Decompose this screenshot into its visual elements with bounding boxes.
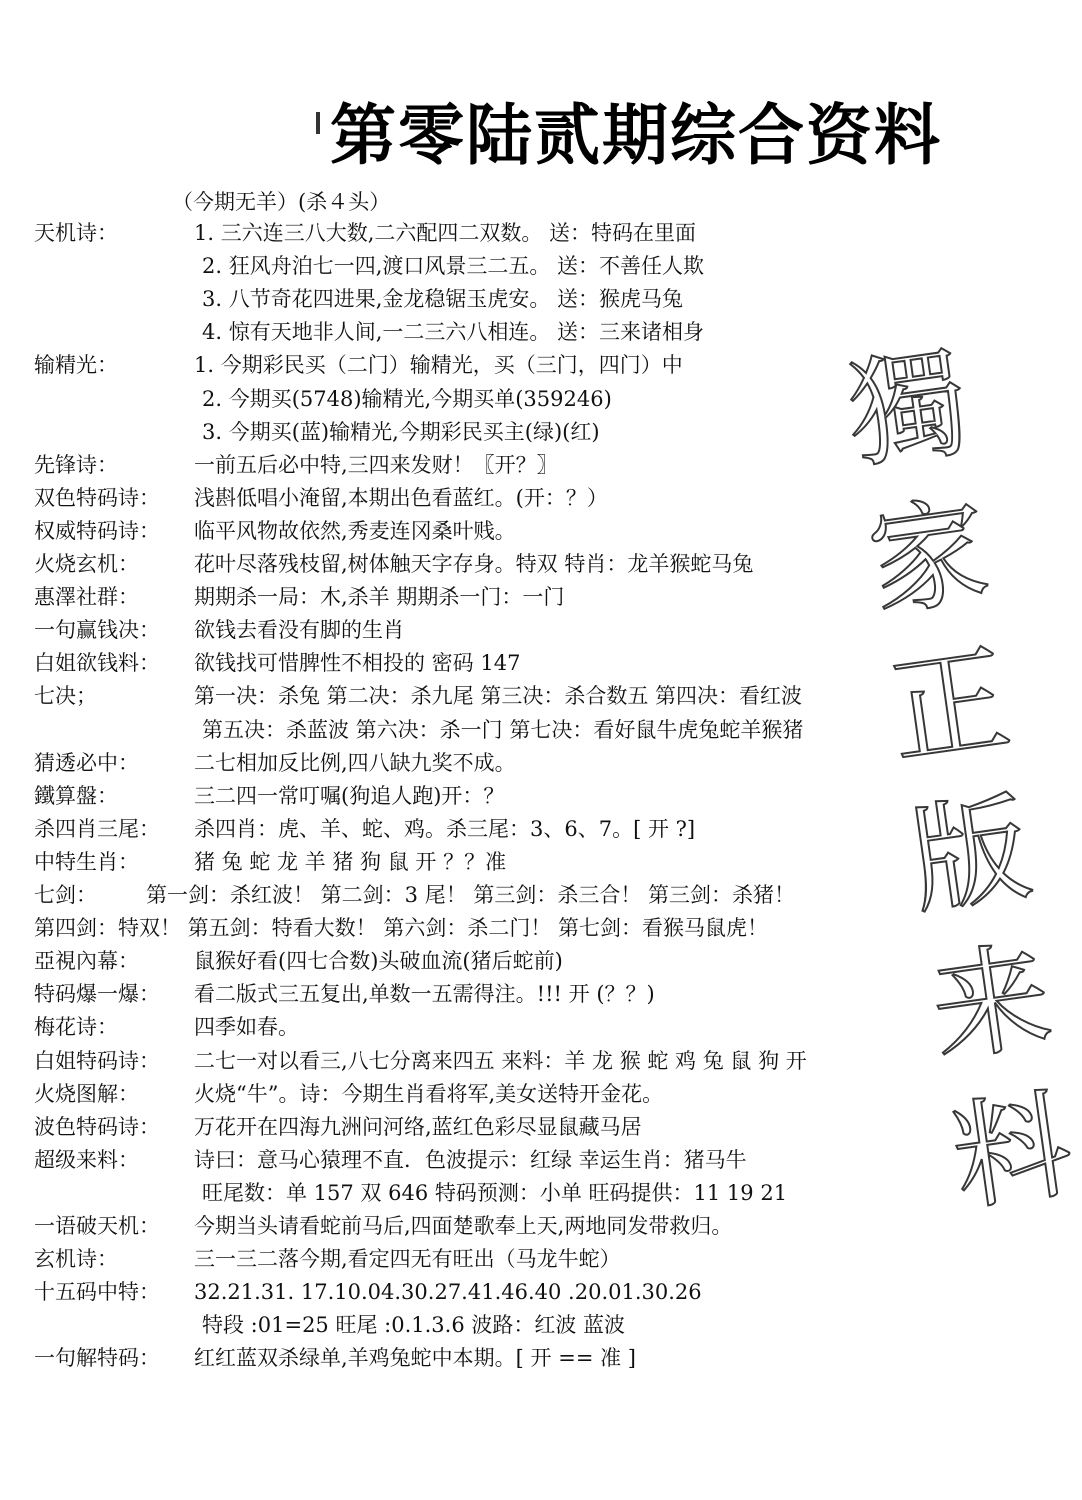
row-label: 双色特码诗：	[34, 485, 160, 510]
row-label: 权威特码诗：	[34, 518, 160, 543]
row-label: 一句赢钱决：	[34, 618, 160, 643]
row-text: 看二版式三五复出,单数一五需得注。!!! 开 (？？)	[194, 982, 655, 1007]
content-row	[34, 945, 1040, 978]
content-row	[34, 1342, 1040, 1375]
content-row	[34, 217, 1040, 250]
row-text: 32.21.31. 17.10.04.30.27.41.46.40 .20.01.30.26	[194, 1280, 702, 1305]
row-text: 浅斟低唱小淹留,本期出色看蓝红。(开：？）	[194, 485, 608, 510]
row-label: 梅花诗：	[34, 1015, 118, 1040]
row-label: 杀四肖三尾：	[34, 816, 160, 841]
row-label: 超级来料：	[34, 1147, 139, 1172]
row-text: 猪 兔 蛇 龙 羊 猪 狗 鼠 开 ？？准	[194, 849, 507, 874]
content-row	[34, 912, 1040, 945]
row-text: 2. 狂风舟泊七一四,渡口风景三二五。 送：不善任人欺	[202, 254, 705, 279]
row-label: 猜透必中：	[34, 750, 139, 775]
watermark-char: 家	[860, 480, 997, 634]
row-label: 十五码中特：	[34, 1280, 160, 1305]
row-text: 诗曰：意马心猿理不直．色波提示：红绿 幸运生肖：猪马牛	[194, 1147, 747, 1172]
content-row	[34, 1276, 1040, 1309]
page-title: 第零陆贰期综合资料	[330, 97, 942, 174]
content-row	[34, 1011, 1040, 1044]
row-label: 特码爆一爆：	[34, 982, 160, 1007]
row-text: 特段 :01=25 旺尾 :0.1.3.6 波路：红波 蓝波	[202, 1313, 626, 1338]
content-row	[34, 1045, 1040, 1078]
row-label: 一语破天机：	[34, 1214, 160, 1238]
watermark-char: 正	[881, 629, 1018, 783]
row-text: 1. 今期彩民买（二门）输精光，买（三门，四门）中	[194, 353, 683, 378]
row-label: 鐵算盤：	[34, 783, 118, 808]
content-row	[34, 250, 1040, 283]
row-text: 1. 三六连三八大数,二六配四二双数。 送：特码在里面	[194, 221, 697, 245]
subtitle: （今期无羊）(杀４头）	[172, 190, 391, 214]
content-row	[34, 978, 1040, 1011]
row-text: 欲钱找可惜脾性不相投的 密码 147	[194, 651, 521, 676]
row-text: 花叶尽落残枝留,树体触天字存身。特双 特肖：龙羊猴蛇马兔	[194, 552, 754, 576]
content-row	[34, 813, 1040, 846]
row-text: 第四剑：特双！ 第五剑：特看大数！ 第六剑：杀二门！ 第七剑：看猴马鼠虎！	[34, 916, 769, 941]
row-text: 2. 今期买(5748)输精光,今期买单(359246)	[202, 386, 612, 411]
content-row	[34, 1144, 1040, 1177]
row-text: 红红蓝双杀绿单,羊鸡兔蛇中本期。[ 开 == 准 ]	[194, 1346, 636, 1371]
row-text: 第一剑：杀红波！ 第二剑：3 尾！ 第三剑：杀三合！ 第三剑：杀猪！	[146, 883, 796, 907]
row-text: 欲钱去看没有脚的生肖	[194, 618, 404, 643]
content-row	[34, 1177, 1040, 1210]
row-label: 天机诗：	[34, 221, 118, 245]
content-row	[34, 780, 1040, 813]
watermark-char: 料	[944, 1074, 1081, 1228]
watermark-char: 獨	[839, 332, 976, 486]
row-label: 输精光：	[34, 353, 118, 378]
row-text: 万花开在四海九洲问河络,蓝红色彩尽显鼠藏马居	[194, 1114, 642, 1139]
content-row	[34, 846, 1040, 879]
row-label: 白姐特码诗：	[34, 1048, 160, 1073]
row-text: 旺尾数：单 157 双 646 特码预测：小单 旺码提供：11 19 21	[202, 1180, 788, 1205]
row-label: 白姐欲钱料：	[34, 651, 160, 676]
row-text: 三一三二落今期,看定四无有旺出（马龙牛蛇）	[194, 1247, 621, 1272]
title-mark	[316, 112, 320, 134]
row-text: 3. 今期买(蓝)输精光,今期彩民买主(绿)(红)	[202, 419, 600, 444]
row-label: 七决；	[34, 684, 97, 709]
row-label: 中特生肖：	[34, 849, 139, 874]
row-label: 火烧图解：	[34, 1081, 139, 1106]
row-text: 杀四肖：虎、羊、蛇、鸡。杀三尾：3、6、7。[ 开 ?]	[194, 816, 696, 841]
content-row	[34, 1243, 1040, 1276]
row-text: 二七相加反比例,四八缺九奖不成。	[194, 750, 516, 775]
content-row	[34, 747, 1040, 780]
row-text: 二七一对以看三,八七分离来四五 来料：羊 龙 猴 蛇 鸡 兔 鼠 狗 开	[194, 1048, 807, 1073]
row-text: 临平风物故依然,秀麦连冈桑叶贱。	[194, 518, 516, 543]
row-text: 火烧“牛”。诗：今期生肖看将军,美女送特开金花。	[194, 1081, 664, 1106]
watermark-char: 版	[902, 777, 1039, 931]
row-label: 一句解特码：	[34, 1346, 160, 1371]
row-text: 期期杀一局：木,杀羊 期期杀一门：一门	[194, 585, 565, 610]
row-text: 第五决：杀蓝波 第六决：杀一门 第七决：看好鼠牛虎兔蛇羊猴猪	[202, 717, 804, 742]
row-text: 四季如春。	[194, 1015, 299, 1040]
row-label: 亞視內幕：	[34, 949, 139, 974]
row-text: 三二四一常叮嘱(狗追人跑)开：？	[194, 783, 505, 808]
content-row	[34, 714, 1040, 747]
content-row	[34, 1210, 1040, 1243]
watermark-char: 来	[923, 926, 1060, 1080]
row-label: 先锋诗：	[34, 452, 118, 477]
row-text: 第一决：杀兔 第二决：杀九尾 第三决：杀合数五 第四决：看红波	[194, 684, 803, 709]
row-label: 七剑：	[34, 883, 97, 907]
row-label: 玄机诗：	[34, 1247, 118, 1272]
row-text: 今期当头请看蛇前马后,四面楚歌奉上天,两地同发带救归。	[194, 1214, 733, 1238]
row-label: 波色特码诗：	[34, 1114, 160, 1139]
row-text: 3. 八节奇花四进果,金龙稳锯玉虎安。 送：猴虎马兔	[202, 287, 684, 312]
row-text: 一前五后必中特,三四来发财！〖开？〗	[194, 452, 558, 477]
content-row	[34, 1111, 1040, 1144]
content-row	[34, 1078, 1040, 1111]
row-label: 火烧玄机：	[34, 552, 139, 576]
content-row	[34, 283, 1040, 316]
row-text: 鼠猴好看(四七合数)头破血流(猪后蛇前)	[194, 949, 563, 974]
content-row	[34, 1309, 1040, 1342]
row-text: 4. 惊有天地非人间,一二三六八相连。 送：三来诸相身	[202, 320, 705, 345]
row-label: 惠澤社群：	[34, 585, 139, 610]
content-row	[34, 879, 1040, 912]
